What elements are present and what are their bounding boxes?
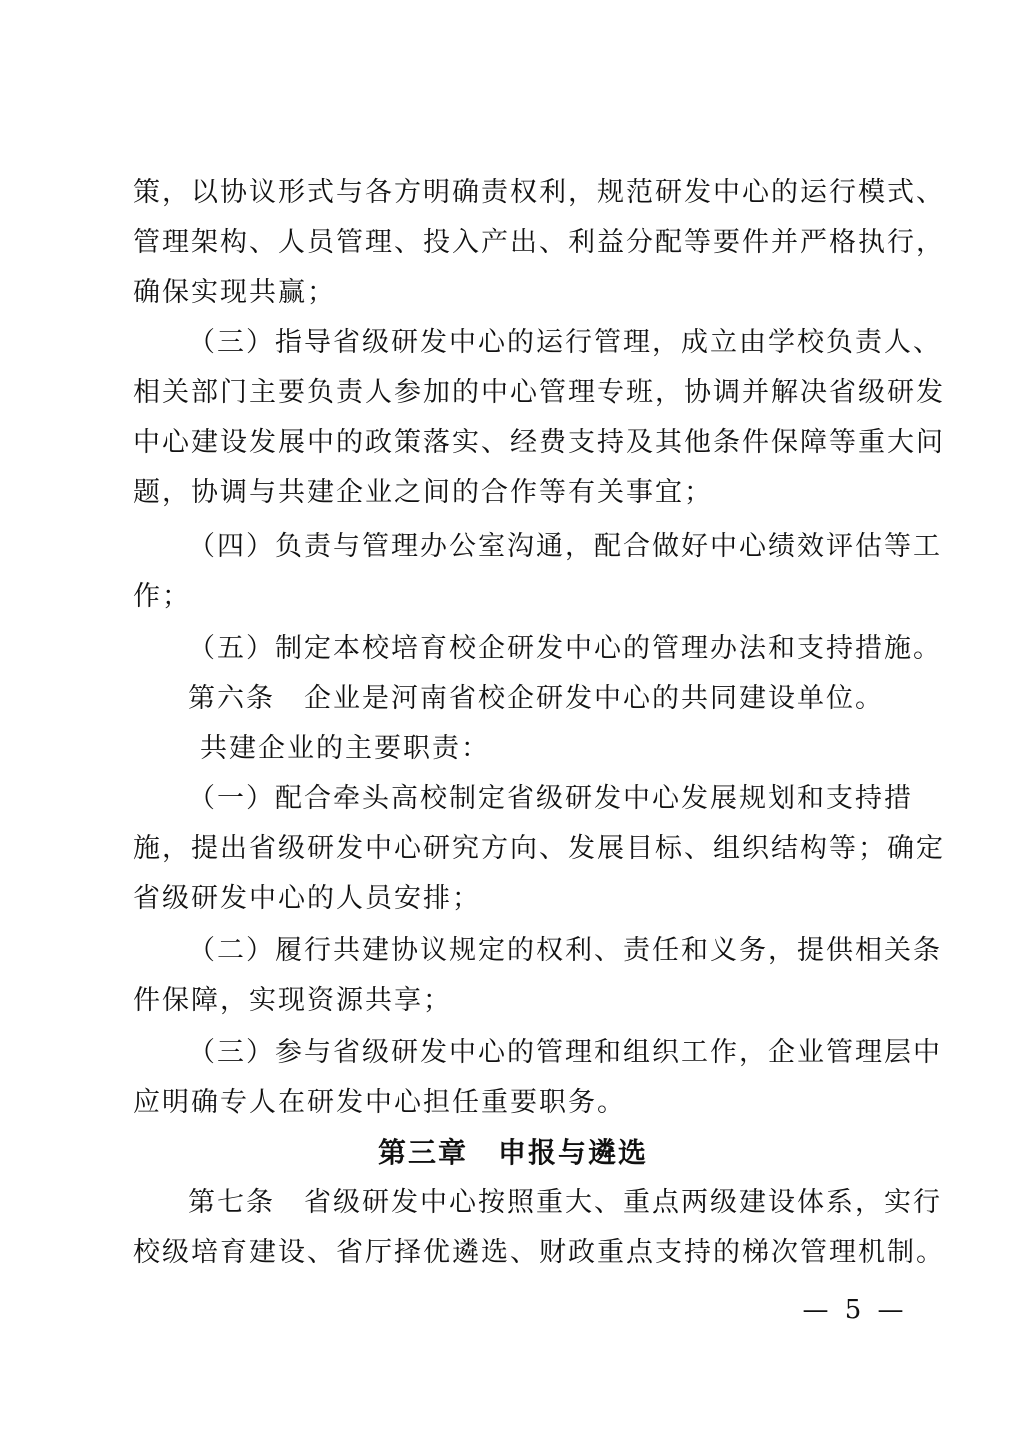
paragraph-line: 校级培育建设、省厅择优遴选、财政重点支持的梯次管理机制。 [133, 1237, 945, 1268]
paragraph-line: 施，提出省级研发中心研究方向、发展目标、组织结构等；确定 [133, 833, 945, 864]
paragraph-line: 题，协调与共建企业之间的合作等有关事宜； [133, 477, 713, 508]
paragraph-line: 共建企业的主要职责： [200, 733, 490, 764]
paragraph-line: 件保障，实现资源共享； [133, 985, 452, 1016]
paragraph-line: 管理架构、人员管理、投入产出、利益分配等要件并严格执行， [133, 227, 945, 258]
paragraph-line: 相关部门主要负责人参加的中心管理专班，协调并解决省级研发 [133, 377, 945, 408]
paragraph-line: （四）负责与管理办公室沟通，配合做好中心绩效评估等工 [188, 531, 942, 562]
paragraph-line: 作； [133, 581, 191, 612]
article-line: 第六条 企业是河南省校企研发中心的共同建设单位。 [188, 683, 884, 714]
paragraph-line: （二）履行共建协议规定的权利、责任和义务，提供相关条 [188, 935, 942, 966]
chapter-heading: 第三章 申报与遴选 [377, 1136, 648, 1169]
paragraph-line: （三）参与省级研发中心的管理和组织工作，企业管理层中 [188, 1037, 942, 1068]
article-line: 第七条 省级研发中心按照重大、重点两级建设体系，实行 [188, 1187, 942, 1218]
paragraph-line: 确保实现共赢； [133, 277, 336, 308]
paragraph-line: 省级研发中心的人员安排； [133, 883, 481, 914]
paragraph-line: （五）制定本校培育校企研发中心的管理办法和支持措施。 [188, 633, 942, 664]
page-number: — 5 — [802, 1295, 908, 1325]
paragraph-line: 中心建设发展中的政策落实、经费支持及其他条件保障等重大问 [133, 427, 945, 458]
paragraph-line: （三）指导省级研发中心的运行管理，成立由学校负责人、 [188, 327, 942, 358]
paragraph-line: （一）配合牵头高校制定省级研发中心发展规划和支持措 [188, 783, 913, 814]
paragraph-line: 应明确专人在研发中心担任重要职务。 [133, 1087, 626, 1118]
paragraph-line: 策，以协议形式与各方明确责权利，规范研发中心的运行模式、 [133, 177, 945, 208]
